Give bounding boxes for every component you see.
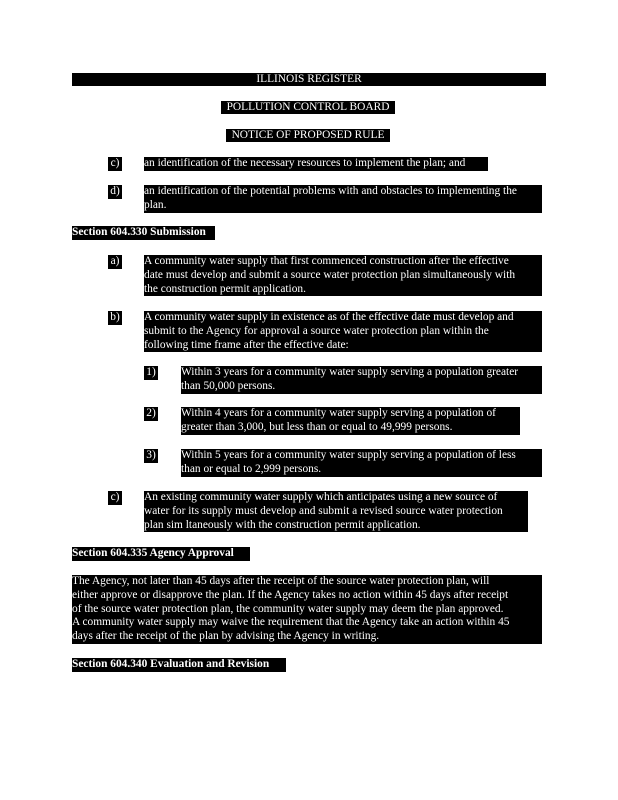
s330-sub-1-text: Within 3 years for a community water supply serving a population greater than 50,000 persons.: [181, 366, 542, 394]
register-title: ILLINOIS REGISTER: [256, 73, 362, 85]
section-335-heading: Section 604.335 Agency Approval: [72, 547, 250, 561]
s330-sub-2-text: Within 4 years for a community water supply serving a population of greater than 3,000, but less than or equal to 49,999 persons.: [181, 407, 520, 435]
header-bar: [72, 73, 546, 86]
section-330-heading: Section 604.330 Submission: [72, 226, 215, 240]
s330-sub-3-label: 3): [144, 449, 158, 463]
s330-item-c-label: c): [108, 491, 122, 505]
s330-item-b-text: A community water supply in existence as of the effective date must develop and submit to the Agency for approval a source water protection plan within the following time frame after the effective date:: [144, 311, 542, 352]
board-title: POLLUTION CONTROL BOARD: [221, 101, 395, 114]
s330-item-a-label: a): [108, 255, 122, 269]
s330-sub-1-label: 1): [144, 366, 158, 380]
item-d-text: an identification of the potential problems with and obstacles to implementing the plan.: [144, 185, 542, 213]
section-340-heading: Section 604.340 Evaluation and Revision: [72, 658, 286, 672]
s330-item-c-text: An existing community water supply which anticipates using a new source of water for its supply must develop and submit a revised source water protection plan sim ltaneously with the construction permit application.: [144, 491, 528, 532]
s330-sub-2-label: 2): [144, 407, 158, 421]
item-d-label: d): [108, 185, 122, 199]
item-c-label: c): [108, 157, 122, 171]
notice-title: NOTICE OF PROPOSED RULE: [226, 129, 390, 142]
s330-item-a-text: A community water supply that first commenced construction after the effective date must develop and submit a source water protection plan simultaneously with the construction permit application.: [144, 255, 542, 296]
s330-item-b-label: b): [108, 311, 122, 325]
s330-sub-3-text: Within 5 years for a community water supply serving a population of less than or equal to 2,999 persons.: [181, 449, 542, 477]
item-c-text: an identification of the necessary resources to implement the plan; and: [144, 157, 488, 171]
section-335-body: The Agency, not later than 45 days after the receipt of the source water protection plan, will either approve or disapprove the plan. If the Agency takes no action within 45 days after receipt of the source water protection plan, the community water supply may deem the plan approved. A community water supply may waive the requirement that the Agency take an action within 45 days after the receipt of the plan by advising the Agency in writing.: [72, 575, 542, 644]
